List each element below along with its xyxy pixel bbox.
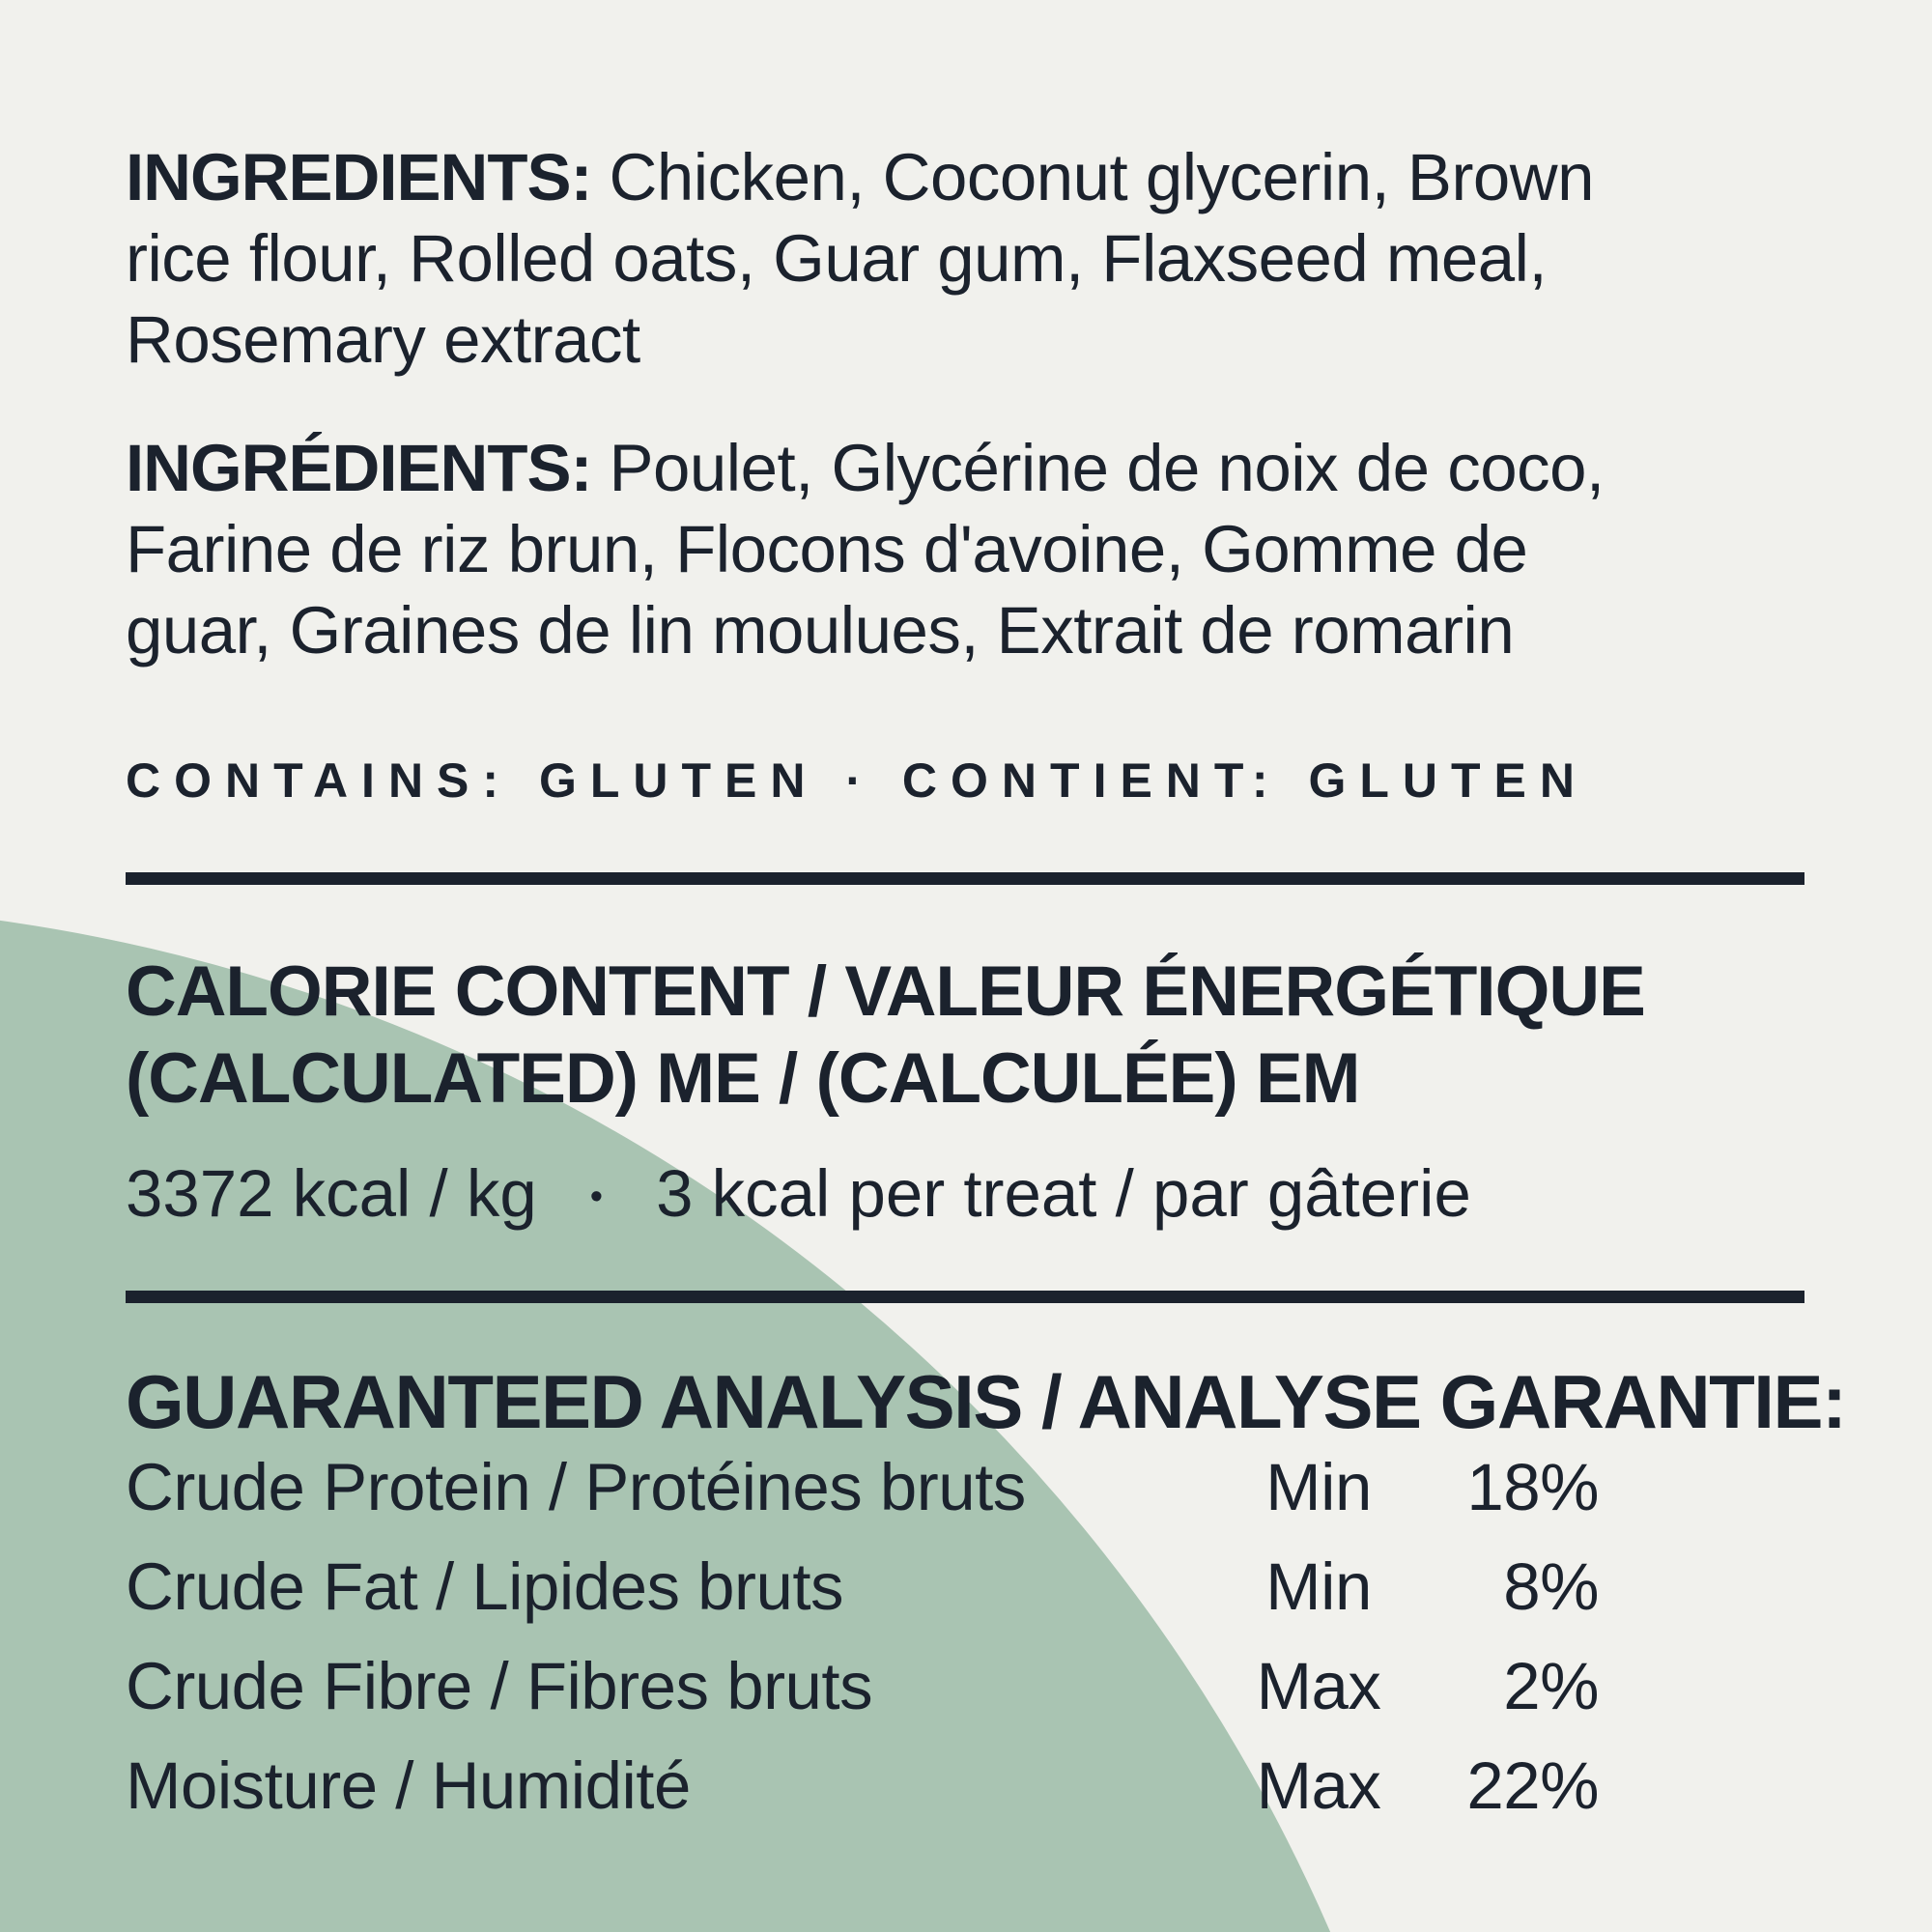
ingredients-en-label: INGREDIENTS: — [126, 140, 592, 214]
ingredients-fr-line: Farine de riz brun, Flocons d'avoine, Gomme de — [126, 512, 1528, 586]
ingredients-fr-line — [126, 428, 1806, 509]
analysis-row-label: Crude Fibre / Fibres bruts — [126, 1649, 873, 1723]
analysis-row — [126, 1736, 1599, 1835]
allergen-statement: CONTAINS: GLUTEN · CONTIENT: GLUTEN — [126, 753, 1588, 808]
ingredients-en-line: rice flour, Rolled oats, Guar gum, Flaxseed meal, — [126, 221, 1548, 296]
analysis-row-qualifier: Min — [1265, 1450, 1372, 1524]
analysis-row-value: 22% — [1466, 1748, 1599, 1823]
analysis-row-label: Crude Fat / Lipides bruts — [126, 1549, 844, 1624]
analysis-row-value: 18% — [1466, 1450, 1599, 1524]
calorie-section-heading — [126, 949, 1806, 1122]
ingredients-en-text: Chicken, Coconut glycerin, Brown — [609, 140, 1595, 214]
analysis-row — [126, 1636, 1599, 1736]
ingredients-fr-text: Poulet, Glycérine de noix de coco, — [609, 431, 1605, 505]
guaranteed-analysis-heading: GUARANTEED ANALYSIS / ANALYSE GARANTIE: — [126, 1359, 1846, 1444]
bullet-separator: • — [589, 1177, 604, 1217]
analysis-row — [126, 1437, 1599, 1537]
ingredients-fr-line: guar, Graines de lin moulues, Extrait de romarin — [126, 593, 1515, 668]
kcal-per-kg: 3372 kcal / kg — [126, 1156, 537, 1231]
analysis-row-value: 8% — [1503, 1549, 1599, 1624]
analysis-row-label: Moisture / Humidité — [126, 1748, 691, 1823]
analysis-row-label: Crude Protein / Protéines bruts — [126, 1450, 1026, 1524]
kcal-per-treat: 3 kcal per treat / par gâterie — [656, 1156, 1471, 1231]
analysis-table — [126, 1437, 1599, 1835]
divider — [126, 1291, 1804, 1303]
calorie-heading-line: CALORIE CONTENT / VALEUR ÉNERGÉTIQUE — [126, 952, 1645, 1031]
ingredients-fr-label: INGRÉDIENTS: — [126, 431, 592, 505]
analysis-row-qualifier: Max — [1256, 1748, 1381, 1823]
ingredients-en-line: Rosemary extract — [126, 302, 640, 377]
analysis-row-qualifier: Max — [1256, 1649, 1381, 1723]
ingredients-fr — [126, 428, 1806, 671]
analysis-row — [126, 1537, 1599, 1636]
calorie-heading-line: (CALCULATED) ME / (CALCULÉE) EM — [126, 1039, 1360, 1118]
analysis-row-qualifier: Min — [1265, 1549, 1372, 1624]
calorie-values — [126, 1153, 1806, 1237]
ingredients-en-line — [126, 137, 1806, 218]
divider — [126, 872, 1804, 885]
ingredients-en — [126, 137, 1806, 381]
analysis-row-value: 2% — [1503, 1649, 1599, 1723]
